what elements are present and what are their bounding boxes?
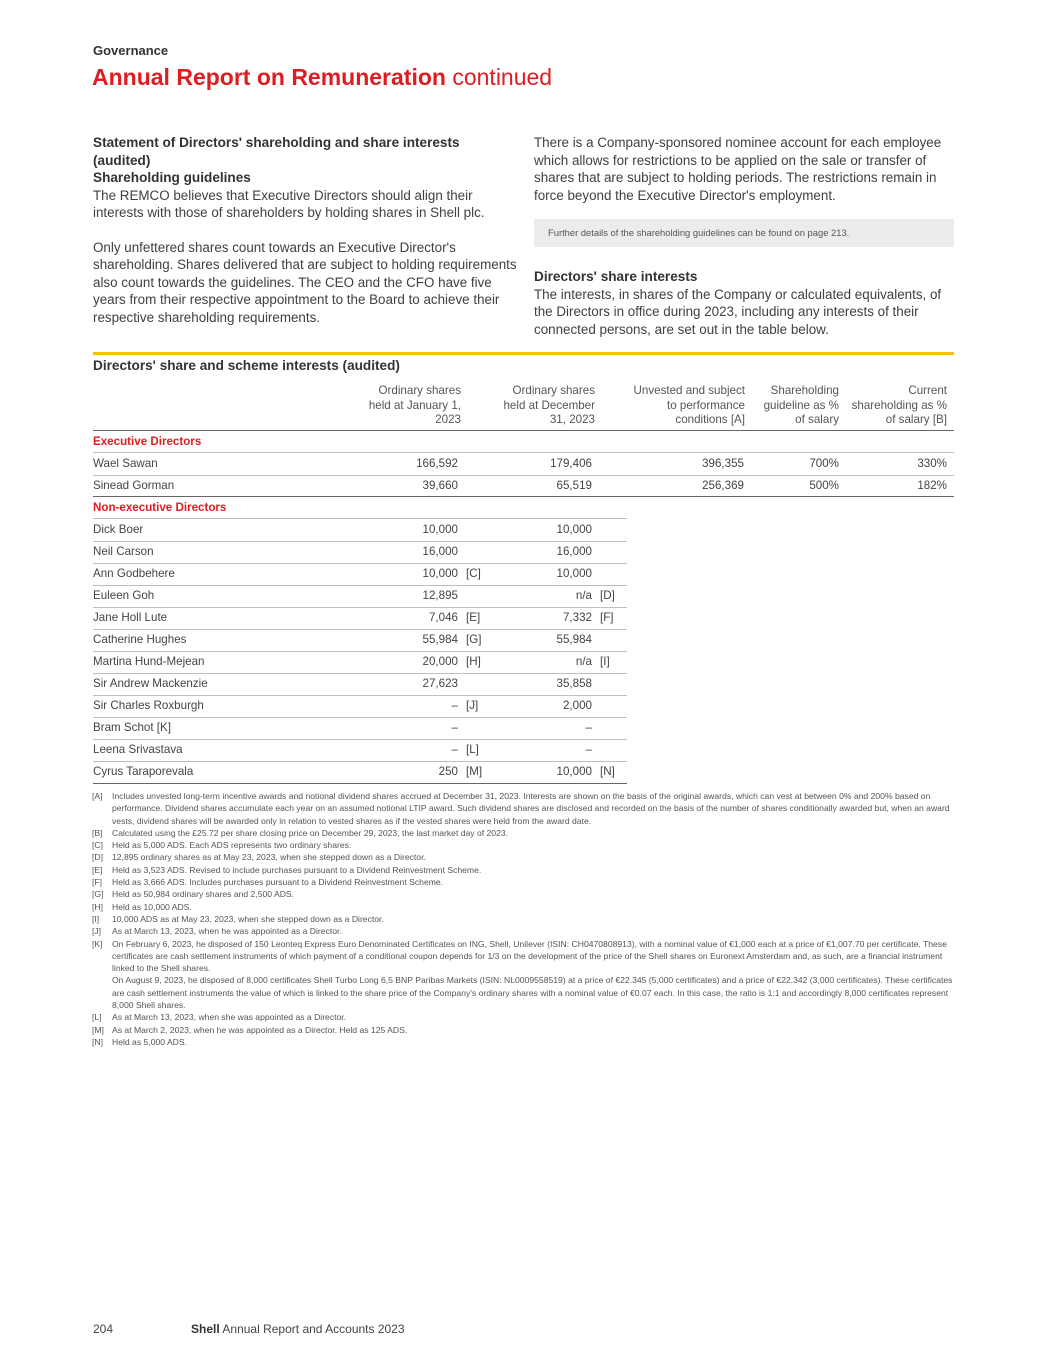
executive-row — [93, 475, 954, 497]
non-executive-directors-label: Non-executive Directors — [93, 501, 227, 514]
shares-jan-note: [E] — [466, 611, 481, 624]
column-header-guideline: Shareholding guideline as % of salary — [763, 384, 839, 426]
director-name: Ann Godbehere — [93, 567, 175, 580]
footnotes — [92, 790, 956, 1048]
shares-dec-note: [F] — [600, 611, 614, 624]
footnote — [92, 851, 956, 863]
table-title: Directors' share and scheme interests (audited) — [93, 358, 400, 373]
footnote — [92, 925, 956, 937]
shareholding-guideline: 700% — [809, 457, 839, 470]
right-column — [534, 134, 954, 338]
footer-brand: Shell — [191, 1322, 220, 1336]
director-name: Sir Charles Roxburgh — [93, 699, 204, 712]
footnote-key: [A] — [92, 791, 103, 801]
shares-dec-2023: – — [585, 743, 592, 756]
shares-jan-2023: 39,660 — [422, 479, 458, 492]
footnote-key: [L] — [92, 1012, 102, 1023]
footnote-key: [N] — [92, 1036, 103, 1047]
shares-jan-2023: 55,984 — [422, 633, 458, 646]
shares-jan-2023: – — [451, 699, 458, 712]
director-name: Sinead Gorman — [93, 479, 175, 492]
footnote — [92, 827, 956, 839]
page-number: 204 — [93, 1322, 114, 1336]
footnote-text: On August 9, 2023, he disposed of 8,000 certificates Shell Turbo Long 6,5 BNP Paribas Markets (ISIN: NL0009558519) at a price of €22.345 (5,000 certificates) and a price of €22.342 (3,000 certificates). These certificates are cash settlement instruments the value of which is linked to the share price of the Company's ordinary shares with a nominal value of €0.07 each. In this case, the ratio is 1:1 and accordingly 8,000 certificates represent 8,000 Shell shares. — [112, 975, 953, 1011]
footnote-text: On February 6, 2023, he disposed of 150 Leonteq Express Euro Denominated Certificates on ING, Shell, Unilever (ISIN: CH0470808913), with a nominal value of €1,000 each at a price of €1,007.70 per certificate. These certificates are cash settlement instruments of which payment of a conditional coupon depends for 1/3 on the development of the price of the Shell shares on Euronext Amsterdam and, as such, are a financial instrument linked to the Shell shares. — [112, 938, 947, 974]
guidelines-note: Further details of the shareholding guidelines can be found on page 213. — [534, 219, 954, 247]
footer-title: Annual Report and Accounts 2023 — [222, 1322, 405, 1336]
shares-jan-2023: 250 — [438, 765, 458, 778]
shares-dec-2023: 65,519 — [556, 479, 592, 492]
footnote-text: 10,000 ADS as at May 23, 2023, when she stepped down as a Director. — [112, 913, 384, 924]
shares-jan-note: [H] — [466, 655, 481, 668]
director-name: Sir Andrew Mackenzie — [93, 677, 208, 690]
footnote-key: [K] — [92, 938, 103, 949]
director-name: Catherine Hughes — [93, 633, 187, 646]
shares-jan-note: [G] — [466, 633, 482, 646]
left-column — [93, 134, 518, 326]
page-title-main: Annual Report on Remuneration — [92, 64, 446, 90]
footnote — [92, 1011, 956, 1023]
footnote-text: Held as 3,523 ADS. Revised to include purchases pursuant to a Dividend Reinvestment Scheme. — [112, 864, 482, 875]
non-executive-row — [93, 585, 627, 607]
executive-row — [93, 453, 954, 475]
footnote — [92, 913, 956, 925]
non-executive-row — [93, 563, 627, 585]
footnote — [92, 1036, 956, 1048]
shares-jan-note: [C] — [466, 567, 481, 580]
shares-jan-2023: 166,592 — [416, 457, 458, 470]
footnote-text: 12,895 ordinary shares as at May 23, 2023, when she stepped down as a Director. — [112, 852, 426, 863]
column-header-dec: Ordinary shares held at December 31, 2023 — [503, 384, 595, 426]
footnote — [92, 938, 956, 975]
shares-dec-2023: 16,000 — [556, 545, 592, 558]
shares-dec-2023: 35,858 — [556, 677, 592, 690]
footnote — [92, 888, 956, 900]
director-name: Dick Boer — [93, 523, 144, 536]
shares-jan-2023: 7,046 — [428, 611, 458, 624]
page-title — [92, 64, 552, 91]
share-interests-heading: Directors' share interests — [534, 269, 698, 284]
shares-jan-2023: 27,623 — [422, 677, 458, 690]
non-executive-row — [93, 695, 627, 717]
shares-dec-2023: 10,000 — [556, 765, 592, 778]
statement-heading: Statement of Directors' shareholding and share interests (audited) — [93, 135, 460, 168]
shares-dec-2023: 179,406 — [550, 457, 592, 470]
column-header-unvested: Unvested and subject to performance conditions [A] — [633, 384, 745, 426]
shares-jan-2023: 10,000 — [422, 567, 458, 580]
guidelines-paragraph-1: The REMCO believes that Executive Directors should align their interests with those of shareholders by holding shares in Shell plc. — [93, 187, 485, 220]
footnote-key: [B] — [92, 827, 103, 838]
page-title-continued: continued — [452, 64, 553, 90]
shares-dec-2023: n/a — [575, 655, 592, 668]
shares-jan-note: [L] — [466, 743, 479, 756]
director-name: Neil Carson — [93, 545, 154, 558]
non-executive-row — [93, 717, 627, 739]
page-footer — [93, 1322, 405, 1336]
shares-dec-2023: n/a — [575, 589, 592, 602]
row-rule — [93, 783, 627, 784]
shares-dec-note: [N] — [600, 765, 615, 778]
non-executive-row — [93, 541, 627, 563]
footnote — [92, 974, 956, 1011]
footnote-text: As at March 13, 2023, when he was appointed as a Director. — [112, 926, 342, 937]
header-rule — [93, 430, 954, 431]
shares-jan-2023: 10,000 — [422, 523, 458, 536]
table-top-rule — [93, 352, 954, 355]
footnote-key: [D] — [92, 852, 103, 863]
shares-dec-2023: 10,000 — [556, 523, 592, 536]
column-header-current: Current shareholding as % of salary [B] — [851, 384, 947, 426]
current-shareholding: 182% — [917, 479, 947, 492]
director-name: Leena Srivastava — [93, 743, 183, 756]
non-executive-row — [93, 761, 627, 783]
shares-dec-note: [I] — [600, 655, 610, 668]
share-interests-paragraph: The interests, in shares of the Company or calculated equivalents, of the Directors in office during 2023, including any interests of their connected persons, are set out in the table below. — [534, 286, 942, 337]
footnote-key: [C] — [92, 840, 103, 851]
director-name: Martina Hund-Mejean — [93, 655, 205, 668]
shares-dec-2023: 7,332 — [562, 611, 592, 624]
footnote — [92, 1024, 956, 1036]
director-name: Cyrus Taraporevala — [93, 765, 194, 778]
shares-jan-2023: – — [451, 743, 458, 756]
footnote-key: [E] — [92, 864, 103, 875]
footnote-key: [I] — [92, 913, 100, 924]
guidelines-subheading: Shareholding guidelines — [93, 170, 251, 185]
non-executive-row — [93, 519, 627, 541]
column-header-jan: Ordinary shares held at January 1, 2023 — [368, 384, 461, 426]
shareholding-guideline: 500% — [809, 479, 839, 492]
shares-jan-note: [J] — [466, 699, 479, 712]
director-name: Wael Sawan — [93, 457, 158, 470]
shares-jan-2023: 20,000 — [422, 655, 458, 668]
executive-directors-label: Executive Directors — [93, 435, 202, 448]
current-shareholding: 330% — [917, 457, 947, 470]
shares-jan-2023: – — [451, 721, 458, 734]
footnote-key: [M] — [92, 1024, 104, 1035]
nominee-paragraph: There is a Company-sponsored nominee account for each employee which allows for restrictions to be applied on the sale or transfer of shares that are subject to holding periods. The restrictions remain in force beyond the Executive Director's employment. — [534, 135, 942, 203]
footnote-text: As at March 2, 2023, when he was appointed as a Director. Held as 125 ADS. — [112, 1024, 408, 1035]
non-executive-row — [93, 629, 627, 651]
footnote-key: [G] — [92, 889, 104, 900]
unvested-shares: 396,355 — [702, 457, 744, 470]
footnote-text: Held as 5,000 ADS. Each ADS represents two ordinary shares. — [112, 840, 352, 851]
shares-jan-note: [M] — [466, 765, 483, 778]
non-executive-row — [93, 739, 627, 761]
shares-dec-2023: 2,000 — [562, 699, 592, 712]
footnote-key: [H] — [92, 901, 103, 912]
footnote — [92, 876, 956, 888]
footnote-text: Held as 10,000 ADS. — [112, 901, 192, 912]
shares-dec-2023: 10,000 — [556, 567, 592, 580]
footnote — [92, 864, 956, 876]
footnote-text: Calculated using the £25.72 per share closing price on December 29, 2023, the last market day of 2023. — [112, 827, 509, 838]
shares-jan-2023: 16,000 — [422, 545, 458, 558]
footnote-text: Includes unvested long-term incentive awards and notional dividend shares accrued at December 31, 2023. Interests are shown on the basis of the original awards, which can vest at between 0% and 200% based on performance. Dividend shares accumulate each year on an assumed notional LTIP award. Such dividend shares are disclosed and recorded on the basis of the number of shares conditionally awarded but, when an award vests, dividend shares will be awarded only in relation to vested shares as if the vested shares were held from the award date. — [112, 791, 950, 826]
footnote-text: Held as 5,000 ADS. — [112, 1036, 188, 1047]
footnote-text: Held as 50,984 ordinary shares and 2,500 ADS. — [112, 889, 295, 900]
footnote-key: [F] — [92, 877, 103, 888]
footnote — [92, 790, 956, 827]
director-name: Jane Holl Lute — [93, 611, 168, 624]
non-executive-row — [93, 607, 627, 629]
unvested-shares: 256,369 — [702, 479, 744, 492]
director-name: Euleen Goh — [93, 589, 155, 602]
director-name: Bram Schot [K] — [93, 721, 171, 734]
shares-dec-note: [D] — [600, 589, 615, 602]
non-executive-row — [93, 673, 627, 695]
footnote — [92, 901, 956, 913]
footnote-text: As at March 13, 2023, when she was appointed as a Director. — [112, 1012, 347, 1023]
footnote-key: [J] — [92, 926, 102, 937]
section-label: Governance — [93, 43, 169, 58]
guidelines-paragraph-2: Only unfettered shares count towards an Executive Director's shareholding. Shares delivered that are subject to holding requirements also count towards the guidelines. The CEO and the CFO have five years from their respective appointment to the Board to achieve their respective shareholding requirements. — [93, 239, 517, 325]
non-executive-row — [93, 651, 627, 673]
shares-dec-2023: – — [585, 721, 592, 734]
shares-jan-2023: 12,895 — [422, 589, 458, 602]
footnote-text: Held as 3,666 ADS. Includes purchases pursuant to a Dividend Reinvestment Scheme. — [112, 877, 444, 888]
footnote — [92, 839, 956, 851]
shares-dec-2023: 55,984 — [556, 633, 592, 646]
